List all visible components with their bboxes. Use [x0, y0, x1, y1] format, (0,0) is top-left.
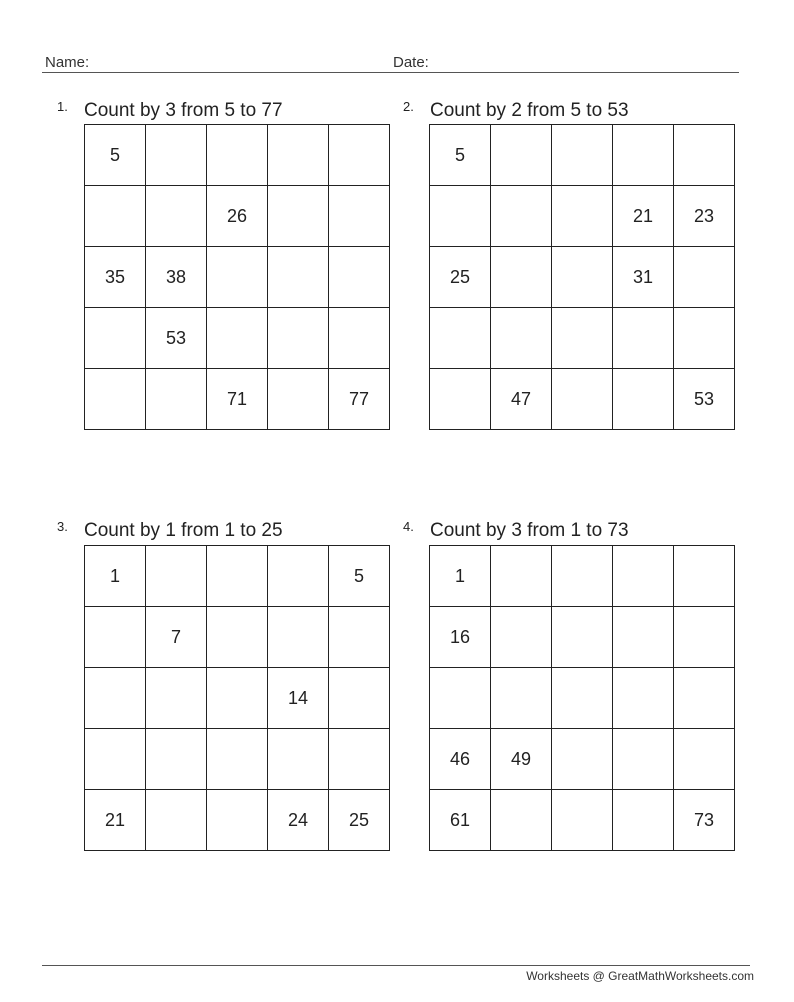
blank-cell[interactable] [430, 668, 491, 729]
blank-cell[interactable] [268, 125, 329, 186]
given-number-cell: 47 [491, 369, 552, 430]
problem-title: Count by 1 from 1 to 25 [84, 520, 283, 541]
blank-cell[interactable] [674, 546, 735, 607]
blank-cell[interactable] [613, 546, 674, 607]
blank-cell[interactable] [85, 668, 146, 729]
blank-cell[interactable] [674, 247, 735, 308]
given-number-cell: 21 [613, 186, 674, 247]
blank-cell[interactable] [329, 729, 390, 790]
blank-cell[interactable] [268, 546, 329, 607]
problem-title: Count by 3 from 5 to 77 [84, 100, 283, 121]
given-number-cell: 5 [329, 546, 390, 607]
blank-cell[interactable] [207, 668, 268, 729]
name-label: Name: [45, 54, 90, 71]
blank-cell[interactable] [85, 729, 146, 790]
blank-cell[interactable] [146, 790, 207, 851]
date-label: Date: [393, 54, 429, 71]
blank-cell[interactable] [674, 607, 735, 668]
given-number-cell: 71 [207, 369, 268, 430]
blank-cell[interactable] [491, 186, 552, 247]
blank-cell[interactable] [552, 247, 613, 308]
problem-number: 2. [403, 99, 414, 114]
footer-rule [42, 965, 750, 966]
blank-cell[interactable] [268, 186, 329, 247]
given-number-cell: 49 [491, 729, 552, 790]
blank-cell[interactable] [85, 607, 146, 668]
given-number-cell: 53 [146, 308, 207, 369]
blank-cell[interactable] [552, 790, 613, 851]
given-number-cell: 53 [674, 369, 735, 430]
blank-cell[interactable] [85, 369, 146, 430]
blank-cell[interactable] [674, 668, 735, 729]
blank-cell[interactable] [613, 607, 674, 668]
problem-number: 4. [403, 519, 414, 534]
given-number-cell: 35 [85, 247, 146, 308]
given-number-cell: 38 [146, 247, 207, 308]
given-number-cell: 7 [146, 607, 207, 668]
blank-cell[interactable] [329, 308, 390, 369]
blank-cell[interactable] [207, 729, 268, 790]
blank-cell[interactable] [674, 308, 735, 369]
blank-cell[interactable] [491, 247, 552, 308]
given-number-cell: 61 [430, 790, 491, 851]
blank-cell[interactable] [207, 125, 268, 186]
given-number-cell: 26 [207, 186, 268, 247]
problem-title: Count by 2 from 5 to 53 [430, 100, 629, 121]
blank-cell[interactable] [85, 308, 146, 369]
header-rule [42, 72, 739, 73]
blank-cell[interactable] [491, 607, 552, 668]
given-number-cell: 5 [85, 125, 146, 186]
blank-cell[interactable] [207, 546, 268, 607]
blank-cell[interactable] [491, 308, 552, 369]
blank-cell[interactable] [146, 125, 207, 186]
blank-cell[interactable] [146, 186, 207, 247]
blank-cell[interactable] [207, 607, 268, 668]
blank-cell[interactable] [207, 790, 268, 851]
blank-cell[interactable] [552, 369, 613, 430]
given-number-cell: 1 [85, 546, 146, 607]
given-number-cell: 23 [674, 186, 735, 247]
given-number-cell: 77 [329, 369, 390, 430]
blank-cell[interactable] [268, 607, 329, 668]
blank-cell[interactable] [430, 308, 491, 369]
blank-cell[interactable] [613, 790, 674, 851]
blank-cell[interactable] [268, 369, 329, 430]
blank-cell[interactable] [613, 729, 674, 790]
given-number-cell: 73 [674, 790, 735, 851]
blank-cell[interactable] [268, 729, 329, 790]
blank-cell[interactable] [552, 668, 613, 729]
blank-cell[interactable] [552, 607, 613, 668]
blank-cell[interactable] [146, 729, 207, 790]
blank-cell[interactable] [329, 125, 390, 186]
blank-cell[interactable] [613, 308, 674, 369]
blank-cell[interactable] [552, 186, 613, 247]
blank-cell[interactable] [613, 125, 674, 186]
blank-cell[interactable] [491, 546, 552, 607]
blank-cell[interactable] [329, 668, 390, 729]
given-number-cell: 5 [430, 125, 491, 186]
blank-cell[interactable] [329, 607, 390, 668]
given-number-cell: 31 [613, 247, 674, 308]
blank-cell[interactable] [674, 729, 735, 790]
number-grid [84, 545, 390, 851]
blank-cell[interactable] [268, 308, 329, 369]
blank-cell[interactable] [674, 125, 735, 186]
blank-cell[interactable] [146, 546, 207, 607]
given-number-cell: 46 [430, 729, 491, 790]
number-grid [429, 545, 735, 851]
number-grid [429, 124, 735, 430]
blank-cell[interactable] [268, 247, 329, 308]
blank-cell[interactable] [552, 308, 613, 369]
blank-cell[interactable] [491, 668, 552, 729]
problem-title: Count by 3 from 1 to 73 [430, 520, 629, 541]
blank-cell[interactable] [207, 308, 268, 369]
blank-cell[interactable] [613, 668, 674, 729]
blank-cell[interactable] [85, 186, 146, 247]
blank-cell[interactable] [552, 729, 613, 790]
blank-cell[interactable] [207, 247, 268, 308]
blank-cell[interactable] [146, 668, 207, 729]
given-number-cell: 25 [430, 247, 491, 308]
blank-cell[interactable] [491, 125, 552, 186]
blank-cell[interactable] [552, 125, 613, 186]
problem-number: 1. [57, 99, 68, 114]
footer-credit: Worksheets @ GreatMathWorksheets.com [526, 969, 754, 983]
problem-number: 3. [57, 519, 68, 534]
given-number-cell: 14 [268, 668, 329, 729]
blank-cell[interactable] [552, 546, 613, 607]
given-number-cell: 16 [430, 607, 491, 668]
given-number-cell: 21 [85, 790, 146, 851]
blank-cell[interactable] [329, 186, 390, 247]
blank-cell[interactable] [430, 369, 491, 430]
number-grid [84, 124, 390, 430]
given-number-cell: 24 [268, 790, 329, 851]
blank-cell[interactable] [491, 790, 552, 851]
blank-cell[interactable] [146, 369, 207, 430]
blank-cell[interactable] [430, 186, 491, 247]
blank-cell[interactable] [329, 247, 390, 308]
blank-cell[interactable] [613, 369, 674, 430]
given-number-cell: 1 [430, 546, 491, 607]
given-number-cell: 25 [329, 790, 390, 851]
